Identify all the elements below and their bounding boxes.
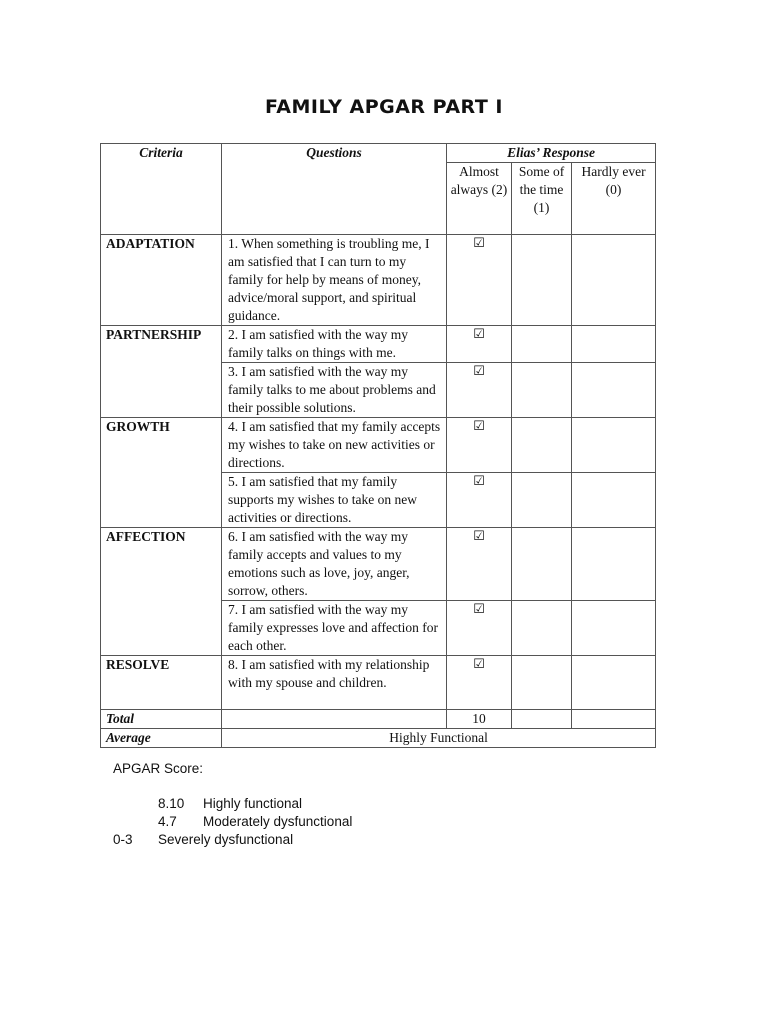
criteria-adaptation: ADAPTATION	[101, 235, 222, 326]
empty-cell	[512, 363, 572, 418]
question-4: 4. I am satisfied that my family accepts my wishes to take on new activities or directions.	[222, 418, 447, 473]
question-1: 1. When something is troubling me, I am satisfied that I can turn to my family for help by means of money, advice/moral support, and spiritual guidance.	[222, 235, 447, 326]
empty-cell	[512, 528, 572, 601]
criteria-affection: AFFECTION	[101, 528, 222, 656]
legend-label: Highly functional	[203, 796, 303, 811]
empty-cell	[512, 710, 572, 729]
criteria-resolve: RESOLVE	[101, 656, 222, 710]
total-row	[101, 710, 656, 729]
checkbox-checked-icon: ☑	[447, 363, 512, 418]
legend-heading: APGAR Score:	[113, 761, 204, 776]
empty-cell	[572, 656, 656, 710]
checkbox-checked-icon: ☑	[447, 473, 512, 528]
empty-cell	[222, 710, 447, 729]
empty-cell	[512, 326, 572, 363]
legend-range: 0-3	[113, 832, 133, 847]
header-criteria: Criteria	[101, 144, 222, 235]
question-7: 7. I am satisfied with the way my family expresses love and affection for each other.	[222, 601, 447, 656]
header-hardly-ever: Hardly ever (0)	[572, 163, 656, 235]
checkbox-checked-icon: ☑	[447, 326, 512, 363]
legend-label: Moderately dysfunctional	[203, 814, 353, 829]
table-row	[101, 656, 656, 710]
checkbox-checked-icon: ☑	[447, 418, 512, 473]
header-some-of-the-time: Some of the time (1)	[512, 163, 572, 235]
criteria-growth: GROWTH	[101, 418, 222, 528]
header-almost-always: Almost always (2)	[447, 163, 512, 235]
empty-cell	[572, 363, 656, 418]
empty-cell	[512, 418, 572, 473]
checkbox-checked-icon: ☑	[447, 528, 512, 601]
header-row	[101, 144, 656, 163]
header-questions: Questions	[222, 144, 447, 235]
apgar-table	[100, 143, 656, 748]
empty-cell	[572, 473, 656, 528]
empty-cell	[572, 235, 656, 326]
checkbox-checked-icon: ☑	[447, 235, 512, 326]
question-2: 2. I am satisfied with the way my family talks on things with me.	[222, 326, 447, 363]
question-5: 5. I am satisfied that my family supports my wishes to take on new activities or directions.	[222, 473, 447, 528]
legend-range: 8.10	[158, 796, 185, 811]
empty-cell	[572, 326, 656, 363]
question-6: 6. I am satisfied with the way my family accepts and values to my emotions such as love, joy, anger, sorrow, others.	[222, 528, 447, 601]
legend-range: 4.7	[158, 814, 177, 829]
empty-cell	[512, 601, 572, 656]
table-row	[101, 528, 656, 601]
checkbox-checked-icon: ☑	[447, 601, 512, 656]
page-title: FAMILY APGAR PART I	[265, 96, 503, 118]
empty-cell	[512, 235, 572, 326]
total-value: 10	[447, 710, 512, 729]
average-value: Highly Functional	[222, 729, 656, 748]
criteria-partnership: PARTNERSHIP	[101, 326, 222, 418]
empty-cell	[572, 418, 656, 473]
average-label: Average	[101, 729, 222, 748]
question-3: 3. I am satisfied with the way my family talks to me about problems and their possible solutions.	[222, 363, 447, 418]
empty-cell	[572, 528, 656, 601]
empty-cell	[512, 473, 572, 528]
question-8: 8. I am satisfied with my relationship with my spouse and children.	[222, 656, 447, 710]
empty-cell	[512, 656, 572, 710]
average-row	[101, 729, 656, 748]
table-row	[101, 418, 656, 473]
empty-cell	[572, 601, 656, 656]
total-label: Total	[101, 710, 222, 729]
empty-cell	[572, 710, 656, 729]
legend-label: Severely dysfunctional	[158, 832, 294, 847]
checkbox-checked-icon: ☑	[447, 656, 512, 710]
table-row	[101, 326, 656, 363]
table-row	[101, 235, 656, 326]
header-response: Elias’ Response	[447, 144, 656, 163]
